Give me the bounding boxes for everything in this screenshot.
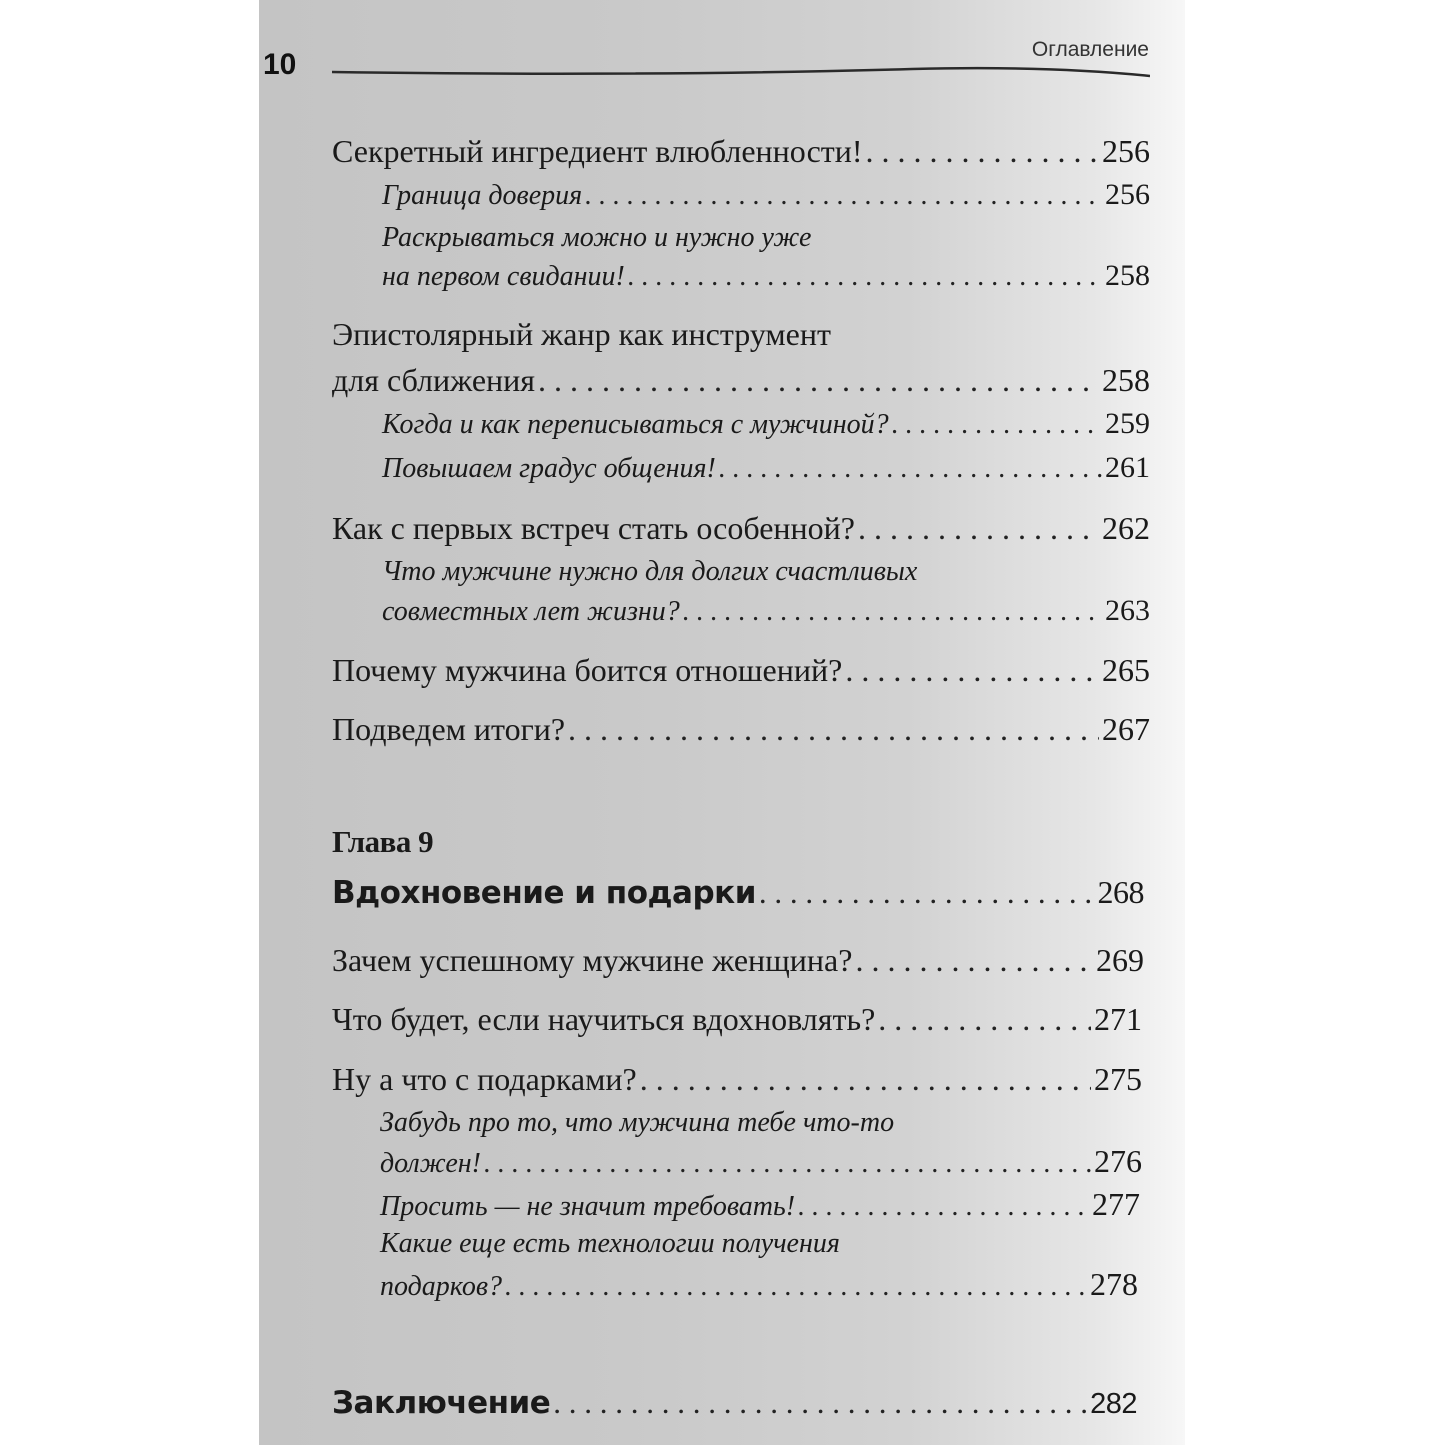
leader-dots	[858, 510, 1099, 547]
toc-entry-page: 256	[1102, 133, 1150, 169]
toc-entry-title: Что будет, если научиться вдохновлять?	[332, 1001, 876, 1037]
toc-entry-page: 277	[1092, 1186, 1140, 1222]
leader-dots	[628, 261, 1102, 293]
toc-entry-title: Зачем успешному мужчине женщина?	[332, 942, 853, 978]
toc-entry-title: для сближения	[332, 362, 535, 398]
toc-entry-title: Граница доверия	[382, 180, 583, 211]
toc-entry-title-line1: Что мужчине нужно для долгих счастливых	[382, 556, 918, 587]
toc-entry-title: Когда и как переписываться с мужчиной?	[382, 409, 889, 440]
toc-entry[interactable]	[382, 259, 1150, 293]
leader-dots	[683, 596, 1102, 628]
leader-dots	[553, 1385, 1087, 1421]
leader-dots	[798, 1191, 1089, 1223]
leader-dots	[719, 453, 1102, 485]
toc-entry[interactable]	[332, 1001, 1142, 1038]
conclusion-title: Заключение	[332, 1385, 551, 1421]
toc-entry-page: 269	[1096, 942, 1144, 978]
leader-dots	[892, 409, 1102, 441]
toc-entry-title-line1: Раскрываться можно и нужно уже	[382, 222, 812, 253]
toc-entry-page: 256	[1105, 178, 1150, 211]
chapter-title: Вдохновение и подарки	[332, 875, 756, 911]
toc-entry[interactable]	[382, 178, 1150, 212]
toc-entry-title: Просить — не значит требовать!	[380, 1191, 796, 1222]
toc-entry-page: 271	[1094, 1001, 1142, 1037]
toc-entry-page: 267	[1102, 711, 1150, 747]
toc-entry[interactable]	[380, 1186, 1140, 1223]
toc-entry-title: Ну а что с подарками?	[332, 1061, 637, 1097]
toc-entry-page: 278	[1090, 1266, 1138, 1302]
toc-entry-title: на первом свидании!	[382, 261, 625, 292]
toc-entry-page: 261	[1105, 451, 1150, 484]
toc-entry-title-line1: Забудь про то, что мужчина тебе что-то	[380, 1107, 895, 1138]
toc-entry[interactable]	[380, 1143, 1142, 1180]
leader-dots	[878, 1001, 1091, 1038]
toc-entry-title: совместных лет жизни?	[382, 596, 680, 627]
leader-dots	[505, 1271, 1087, 1303]
toc-entry-title-line1: Какие еще есть технологии получения	[380, 1228, 840, 1259]
toc-entry-title: Подведем итоги?	[332, 711, 566, 747]
toc-entry[interactable]	[382, 594, 1150, 628]
toc-entry-page: 258	[1105, 259, 1150, 292]
leader-dots	[845, 652, 1099, 689]
toc-entry-title: должен!	[380, 1148, 481, 1179]
leader-dots	[759, 875, 1095, 911]
toc-entry-page: 275	[1094, 1061, 1142, 1097]
toc-entry[interactable]	[380, 1266, 1138, 1303]
toc-entry-page: 265	[1102, 652, 1150, 688]
toc-entry[interactable]	[382, 407, 1150, 441]
toc-entry[interactable]	[332, 652, 1150, 689]
conclusion-entry[interactable]	[332, 1385, 1137, 1421]
toc-entry-page: 263	[1105, 594, 1150, 627]
toc-entry[interactable]	[332, 711, 1150, 748]
leader-dots	[538, 362, 1099, 399]
toc-entry-page: 258	[1102, 362, 1150, 398]
leader-dots	[866, 133, 1099, 170]
toc-entry[interactable]	[332, 362, 1150, 399]
toc-entry-page: 276	[1094, 1143, 1142, 1179]
leader-dots	[640, 1061, 1091, 1098]
leader-dots	[484, 1148, 1091, 1180]
toc-entry-title-line1: Эпистолярный жанр как инструмент	[332, 316, 831, 352]
toc-entry-title: Секретный ингредиент влюбленности!	[332, 133, 863, 169]
toc-entry[interactable]	[332, 510, 1150, 547]
leader-dots	[568, 711, 1099, 748]
chapter-page: 268	[1097, 874, 1144, 910]
toc-entry-title: Повышаем градус общения!	[382, 453, 716, 484]
leader-dots	[855, 942, 1093, 979]
toc-entry[interactable]	[332, 942, 1144, 979]
toc-entry-title: Как с первых встреч стать особенной?	[332, 510, 855, 546]
toc-entry-page: 262	[1102, 510, 1150, 546]
chapter-entry[interactable]	[332, 874, 1144, 911]
conclusion-page: 282	[1090, 1388, 1137, 1420]
leader-dots	[585, 180, 1102, 212]
toc-entry[interactable]	[382, 451, 1150, 485]
toc-entry-page: 259	[1105, 407, 1150, 440]
toc-entry[interactable]	[332, 133, 1150, 170]
page-number: 10	[263, 48, 297, 81]
chapter-label: Глава 9	[332, 824, 434, 859]
toc-entry-title: Почему мужчина боится отношений?	[332, 652, 843, 688]
toc-entry-title: подарков?	[380, 1271, 502, 1302]
running-head: Оглавление	[1031, 38, 1149, 61]
toc-entry[interactable]	[332, 1061, 1142, 1098]
